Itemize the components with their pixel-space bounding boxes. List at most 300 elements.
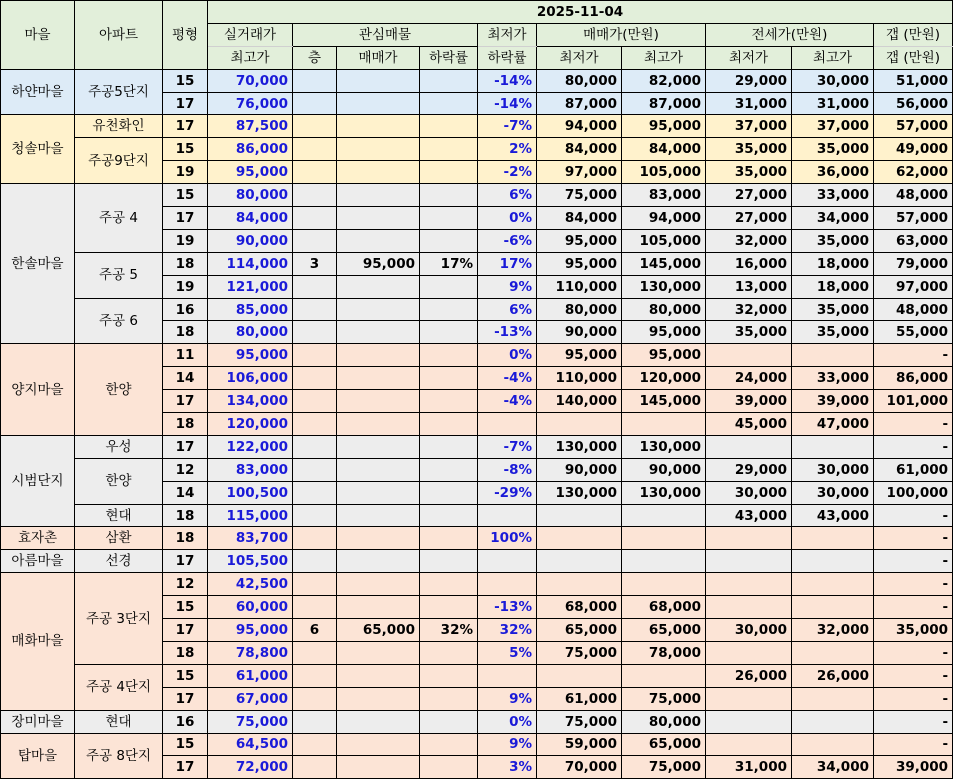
size-cell: 15 xyxy=(163,664,208,687)
interest-sale-cell xyxy=(337,641,420,664)
jeonse-low-cell xyxy=(706,596,792,619)
actual-price-cell: 70,000 xyxy=(208,69,293,92)
gap-cell: - xyxy=(874,596,953,619)
actual-price-cell: 100,500 xyxy=(208,481,293,504)
jeonse-low-cell: 30,000 xyxy=(706,481,792,504)
sale-low-cell: 80,000 xyxy=(537,69,622,92)
sale-high-cell: 94,000 xyxy=(622,207,706,230)
interest-sale-cell xyxy=(337,664,420,687)
size-cell: 17 xyxy=(163,550,208,573)
apartment-cell: 선경 xyxy=(75,550,163,573)
apartment-cell: 현대 xyxy=(75,504,163,527)
min-drop-rate-cell: 17% xyxy=(478,252,537,275)
interest-drop-cell xyxy=(420,115,478,138)
sale-high-cell xyxy=(622,573,706,596)
actual-price-cell: 122,000 xyxy=(208,435,293,458)
village-cell: 매화마을 xyxy=(1,573,75,710)
gap-cell: - xyxy=(874,504,953,527)
gap-cell: - xyxy=(874,413,953,436)
interest-sale-cell xyxy=(337,344,420,367)
size-cell: 17 xyxy=(163,756,208,779)
interest-sale-cell xyxy=(337,481,420,504)
size-cell: 17 xyxy=(163,619,208,642)
jeonse-low-cell: 39,000 xyxy=(706,390,792,413)
jeonse-high-cell: 30,000 xyxy=(792,481,874,504)
sale-low-cell: 75,000 xyxy=(537,641,622,664)
header-date: 2025-11-04 xyxy=(208,1,953,24)
interest-sale-cell xyxy=(337,550,420,573)
jeonse-low-cell: 24,000 xyxy=(706,367,792,390)
interest-drop-cell xyxy=(420,161,478,184)
actual-price-cell: 95,000 xyxy=(208,344,293,367)
gap-cell: 56,000 xyxy=(874,92,953,115)
min-drop-rate-cell: 32% xyxy=(478,619,537,642)
jeonse-low-cell xyxy=(706,641,792,664)
header-jeonse-high: 최고가 xyxy=(792,46,874,69)
actual-price-cell: 95,000 xyxy=(208,619,293,642)
interest-drop-cell xyxy=(420,390,478,413)
interest-floor-cell xyxy=(293,184,337,207)
actual-price-cell: 83,000 xyxy=(208,458,293,481)
jeonse-low-cell: 45,000 xyxy=(706,413,792,436)
gap-cell: 51,000 xyxy=(874,69,953,92)
gap-cell: - xyxy=(874,573,953,596)
apartment-cell: 주공5단지 xyxy=(75,69,163,115)
interest-floor-cell xyxy=(293,458,337,481)
sale-low-cell xyxy=(537,504,622,527)
interest-floor-cell xyxy=(293,298,337,321)
interest-drop-cell xyxy=(420,641,478,664)
interest-sale-cell: 95,000 xyxy=(337,252,420,275)
jeonse-low-cell: 29,000 xyxy=(706,69,792,92)
size-cell: 19 xyxy=(163,161,208,184)
size-cell: 16 xyxy=(163,298,208,321)
interest-sale-cell xyxy=(337,229,420,252)
header-gap-bottom: 갭 (만원) xyxy=(874,46,953,69)
apartment-cell: 삼환 xyxy=(75,527,163,550)
actual-price-cell: 80,000 xyxy=(208,321,293,344)
actual-price-cell: 115,000 xyxy=(208,504,293,527)
size-cell: 18 xyxy=(163,252,208,275)
sale-high-cell: 130,000 xyxy=(622,275,706,298)
actual-price-cell: 61,000 xyxy=(208,664,293,687)
min-drop-rate-cell xyxy=(478,504,537,527)
interest-drop-cell xyxy=(420,550,478,573)
header-size: 평형 xyxy=(163,1,208,70)
sale-high-cell: 65,000 xyxy=(622,733,706,756)
gap-cell: 86,000 xyxy=(874,367,953,390)
gap-cell: 48,000 xyxy=(874,298,953,321)
sale-low-cell: 95,000 xyxy=(537,252,622,275)
sale-low-cell: 110,000 xyxy=(537,367,622,390)
size-cell: 19 xyxy=(163,275,208,298)
interest-drop-cell xyxy=(420,138,478,161)
header-apartment: 아파트 xyxy=(75,1,163,70)
interest-drop-cell xyxy=(420,321,478,344)
sale-low-cell xyxy=(537,573,622,596)
jeonse-high-cell: 43,000 xyxy=(792,504,874,527)
interest-sale-cell xyxy=(337,413,420,436)
min-drop-rate-cell: 0% xyxy=(478,344,537,367)
jeonse-high-cell: 35,000 xyxy=(792,138,874,161)
actual-price-cell: 106,000 xyxy=(208,367,293,390)
interest-drop-cell xyxy=(420,458,478,481)
min-drop-rate-cell xyxy=(478,573,537,596)
actual-price-cell: 134,000 xyxy=(208,390,293,413)
gap-cell: 55,000 xyxy=(874,321,953,344)
sale-high-cell: 75,000 xyxy=(622,687,706,710)
actual-price-cell: 87,500 xyxy=(208,115,293,138)
interest-drop-cell xyxy=(420,207,478,230)
village-cell: 청솔마을 xyxy=(1,115,75,184)
apartment-cell: 현대 xyxy=(75,710,163,733)
sale-low-cell: 84,000 xyxy=(537,138,622,161)
jeonse-high-cell: 33,000 xyxy=(792,184,874,207)
interest-floor-cell xyxy=(293,229,337,252)
table-row xyxy=(1,504,953,527)
sale-high-cell: 90,000 xyxy=(622,458,706,481)
jeonse-low-cell: 35,000 xyxy=(706,321,792,344)
interest-drop-cell xyxy=(420,756,478,779)
size-cell: 12 xyxy=(163,458,208,481)
interest-sale-cell xyxy=(337,115,420,138)
jeonse-low-cell: 27,000 xyxy=(706,207,792,230)
village-cell: 아름마을 xyxy=(1,550,75,573)
actual-price-cell: 67,000 xyxy=(208,687,293,710)
sale-low-cell: 130,000 xyxy=(537,481,622,504)
actual-price-cell: 84,000 xyxy=(208,207,293,230)
size-cell: 18 xyxy=(163,641,208,664)
sale-high-cell: 84,000 xyxy=(622,138,706,161)
sale-low-cell: 87,000 xyxy=(537,92,622,115)
interest-sale-cell xyxy=(337,321,420,344)
sale-low-cell: 95,000 xyxy=(537,229,622,252)
interest-floor-cell xyxy=(293,69,337,92)
interest-floor-cell xyxy=(293,275,337,298)
header-sale-group: 매매가(만원) xyxy=(537,23,706,46)
interest-floor-cell xyxy=(293,756,337,779)
interest-sale-cell xyxy=(337,367,420,390)
interest-floor-cell xyxy=(293,413,337,436)
min-drop-rate-cell: -7% xyxy=(478,115,537,138)
apartment-cell: 주공 3단지 xyxy=(75,573,163,665)
actual-price-cell: 105,500 xyxy=(208,550,293,573)
table-row xyxy=(1,298,953,321)
sale-low-cell: 68,000 xyxy=(537,596,622,619)
interest-drop-cell: 17% xyxy=(420,252,478,275)
jeonse-high-cell: 34,000 xyxy=(792,756,874,779)
table-body xyxy=(1,69,953,779)
min-drop-rate-cell: -6% xyxy=(478,229,537,252)
jeonse-high-cell: 37,000 xyxy=(792,115,874,138)
size-cell: 18 xyxy=(163,321,208,344)
interest-drop-cell: 32% xyxy=(420,619,478,642)
jeonse-high-cell xyxy=(792,596,874,619)
interest-drop-cell xyxy=(420,298,478,321)
jeonse-low-cell: 37,000 xyxy=(706,115,792,138)
interest-drop-cell xyxy=(420,275,478,298)
interest-floor-cell: 3 xyxy=(293,252,337,275)
min-drop-rate-cell xyxy=(478,413,537,436)
min-drop-rate-cell: -13% xyxy=(478,321,537,344)
size-cell: 16 xyxy=(163,710,208,733)
gap-cell: - xyxy=(874,550,953,573)
jeonse-low-cell xyxy=(706,573,792,596)
actual-price-cell: 80,000 xyxy=(208,184,293,207)
size-cell: 17 xyxy=(163,435,208,458)
sale-low-cell: 75,000 xyxy=(537,184,622,207)
jeonse-high-cell xyxy=(792,527,874,550)
min-drop-rate-cell: -8% xyxy=(478,458,537,481)
gap-cell: - xyxy=(874,733,953,756)
sale-high-cell: 80,000 xyxy=(622,710,706,733)
sale-high-cell: 130,000 xyxy=(622,481,706,504)
interest-drop-cell xyxy=(420,184,478,207)
header-jeonse-low: 최저가 xyxy=(706,46,792,69)
actual-price-cell: 60,000 xyxy=(208,596,293,619)
actual-price-cell: 120,000 xyxy=(208,413,293,436)
jeonse-low-cell xyxy=(706,527,792,550)
actual-price-cell: 114,000 xyxy=(208,252,293,275)
interest-sale-cell xyxy=(337,458,420,481)
interest-floor-cell xyxy=(293,207,337,230)
jeonse-low-cell xyxy=(706,344,792,367)
interest-drop-cell xyxy=(420,367,478,390)
sale-low-cell: 94,000 xyxy=(537,115,622,138)
header-floor: 층 xyxy=(293,46,337,69)
jeonse-high-cell: 32,000 xyxy=(792,619,874,642)
jeonse-high-cell: 18,000 xyxy=(792,275,874,298)
interest-sale-cell xyxy=(337,435,420,458)
interest-sale-cell xyxy=(337,92,420,115)
sale-low-cell: 61,000 xyxy=(537,687,622,710)
interest-floor-cell xyxy=(293,92,337,115)
sale-low-cell: 75,000 xyxy=(537,710,622,733)
apartment-cell: 주공 4 xyxy=(75,184,163,253)
interest-floor-cell xyxy=(293,115,337,138)
sale-low-cell: 90,000 xyxy=(537,321,622,344)
apartment-cell: 우성 xyxy=(75,435,163,458)
village-cell: 효자촌 xyxy=(1,527,75,550)
header-min-top: 최저가 xyxy=(478,23,537,46)
interest-floor-cell xyxy=(293,550,337,573)
jeonse-high-cell: 35,000 xyxy=(792,321,874,344)
table-row xyxy=(1,115,953,138)
interest-drop-cell xyxy=(420,229,478,252)
size-cell: 11 xyxy=(163,344,208,367)
header-gap-top: 갭 (만원) xyxy=(874,23,953,46)
min-drop-rate-cell: 6% xyxy=(478,184,537,207)
table-row xyxy=(1,69,953,92)
size-cell: 17 xyxy=(163,207,208,230)
interest-floor-cell xyxy=(293,367,337,390)
header-min-bottom: 하락률 xyxy=(478,46,537,69)
interest-sale-cell: 65,000 xyxy=(337,619,420,642)
min-drop-rate-cell: 9% xyxy=(478,687,537,710)
sale-low-cell: 65,000 xyxy=(537,619,622,642)
table-row xyxy=(1,138,953,161)
sale-high-cell: 78,000 xyxy=(622,641,706,664)
gap-cell: 97,000 xyxy=(874,275,953,298)
sale-high-cell: 130,000 xyxy=(622,435,706,458)
interest-drop-cell xyxy=(420,573,478,596)
gap-cell: - xyxy=(874,687,953,710)
interest-sale-cell xyxy=(337,687,420,710)
actual-price-cell: 78,800 xyxy=(208,641,293,664)
interest-drop-cell xyxy=(420,664,478,687)
jeonse-high-cell: 47,000 xyxy=(792,413,874,436)
jeonse-high-cell: 36,000 xyxy=(792,161,874,184)
actual-price-cell: 85,000 xyxy=(208,298,293,321)
gap-cell: - xyxy=(874,710,953,733)
interest-floor-cell xyxy=(293,390,337,413)
actual-price-cell: 76,000 xyxy=(208,92,293,115)
gap-cell: 101,000 xyxy=(874,390,953,413)
header-actual-top: 실거래가 xyxy=(208,23,293,46)
interest-floor-cell xyxy=(293,161,337,184)
table-row xyxy=(1,184,953,207)
sale-low-cell xyxy=(537,527,622,550)
jeonse-high-cell: 35,000 xyxy=(792,298,874,321)
sale-high-cell: 145,000 xyxy=(622,390,706,413)
sale-high-cell: 83,000 xyxy=(622,184,706,207)
size-cell: 14 xyxy=(163,367,208,390)
actual-price-cell: 90,000 xyxy=(208,229,293,252)
interest-sale-cell xyxy=(337,207,420,230)
size-cell: 15 xyxy=(163,69,208,92)
sale-low-cell xyxy=(537,664,622,687)
actual-price-cell: 121,000 xyxy=(208,275,293,298)
interest-sale-cell xyxy=(337,733,420,756)
table-row xyxy=(1,710,953,733)
table-row xyxy=(1,733,953,756)
jeonse-low-cell: 13,000 xyxy=(706,275,792,298)
interest-sale-cell xyxy=(337,184,420,207)
sale-high-cell: 82,000 xyxy=(622,69,706,92)
interest-drop-cell xyxy=(420,69,478,92)
apartment-cell: 한양 xyxy=(75,458,163,504)
gap-cell: 61,000 xyxy=(874,458,953,481)
interest-drop-cell xyxy=(420,710,478,733)
sale-high-cell: 65,000 xyxy=(622,619,706,642)
jeonse-low-cell: 43,000 xyxy=(706,504,792,527)
min-drop-rate-cell: 0% xyxy=(478,710,537,733)
interest-sale-cell xyxy=(337,527,420,550)
jeonse-high-cell: 39,000 xyxy=(792,390,874,413)
gap-cell: 79,000 xyxy=(874,252,953,275)
min-drop-rate-cell: 100% xyxy=(478,527,537,550)
min-drop-rate-cell: 9% xyxy=(478,733,537,756)
actual-price-cell: 75,000 xyxy=(208,710,293,733)
sale-high-cell: 105,000 xyxy=(622,229,706,252)
village-cell: 탑마을 xyxy=(1,733,75,779)
interest-sale-cell xyxy=(337,275,420,298)
sale-high-cell xyxy=(622,550,706,573)
min-drop-rate-cell: 3% xyxy=(478,756,537,779)
header-sale-low: 최저가 xyxy=(537,46,622,69)
interest-sale-cell xyxy=(337,596,420,619)
gap-cell: 63,000 xyxy=(874,229,953,252)
sale-low-cell: 110,000 xyxy=(537,275,622,298)
village-cell: 양지마을 xyxy=(1,344,75,436)
interest-sale-cell xyxy=(337,504,420,527)
interest-drop-cell xyxy=(420,504,478,527)
apartment-cell: 주공 5 xyxy=(75,252,163,298)
jeonse-high-cell: 26,000 xyxy=(792,664,874,687)
interest-floor-cell xyxy=(293,687,337,710)
header-drop-rate: 하락률 xyxy=(420,46,478,69)
apartment-cell: 유천화인 xyxy=(75,115,163,138)
table-row xyxy=(1,527,953,550)
village-cell: 한솔마을 xyxy=(1,184,75,344)
table-row xyxy=(1,435,953,458)
sale-high-cell: 87,000 xyxy=(622,92,706,115)
header-sale-high: 최고가 xyxy=(622,46,706,69)
min-drop-rate-cell: 6% xyxy=(478,298,537,321)
actual-price-cell: 64,500 xyxy=(208,733,293,756)
sale-high-cell: 145,000 xyxy=(622,252,706,275)
gap-cell: - xyxy=(874,344,953,367)
village-cell: 시범단지 xyxy=(1,435,75,527)
sale-high-cell xyxy=(622,413,706,436)
jeonse-high-cell xyxy=(792,641,874,664)
sale-high-cell: 120,000 xyxy=(622,367,706,390)
jeonse-low-cell: 27,000 xyxy=(706,184,792,207)
sale-low-cell: 90,000 xyxy=(537,458,622,481)
header-interest: 관심매물 xyxy=(293,23,478,46)
interest-drop-cell xyxy=(420,413,478,436)
interest-sale-cell xyxy=(337,756,420,779)
size-cell: 18 xyxy=(163,413,208,436)
sale-low-cell xyxy=(537,413,622,436)
jeonse-low-cell xyxy=(706,733,792,756)
sale-high-cell xyxy=(622,664,706,687)
jeonse-low-cell: 32,000 xyxy=(706,298,792,321)
actual-price-cell: 95,000 xyxy=(208,161,293,184)
min-drop-rate-cell: -14% xyxy=(478,92,537,115)
sale-low-cell: 140,000 xyxy=(537,390,622,413)
jeonse-high-cell xyxy=(792,733,874,756)
jeonse-low-cell: 35,000 xyxy=(706,161,792,184)
jeonse-low-cell xyxy=(706,550,792,573)
interest-floor-cell xyxy=(293,710,337,733)
size-cell: 17 xyxy=(163,92,208,115)
sale-low-cell: 84,000 xyxy=(537,207,622,230)
gap-cell: 57,000 xyxy=(874,207,953,230)
jeonse-high-cell: 33,000 xyxy=(792,367,874,390)
gap-cell: - xyxy=(874,435,953,458)
gap-cell: 62,000 xyxy=(874,161,953,184)
interest-sale-cell xyxy=(337,161,420,184)
jeonse-low-cell: 35,000 xyxy=(706,138,792,161)
interest-floor-cell xyxy=(293,435,337,458)
sale-high-cell: 95,000 xyxy=(622,115,706,138)
gap-cell: 48,000 xyxy=(874,184,953,207)
interest-drop-cell xyxy=(420,527,478,550)
table-row xyxy=(1,573,953,596)
jeonse-high-cell xyxy=(792,573,874,596)
interest-floor-cell xyxy=(293,138,337,161)
min-drop-rate-cell: 2% xyxy=(478,138,537,161)
jeonse-high-cell xyxy=(792,435,874,458)
sale-high-cell: 95,000 xyxy=(622,321,706,344)
actual-price-cell: 72,000 xyxy=(208,756,293,779)
min-drop-rate-cell: -14% xyxy=(478,69,537,92)
actual-price-cell: 83,700 xyxy=(208,527,293,550)
size-cell: 15 xyxy=(163,596,208,619)
header-sale-price: 매매가 xyxy=(337,46,420,69)
interest-floor-cell: 6 xyxy=(293,619,337,642)
